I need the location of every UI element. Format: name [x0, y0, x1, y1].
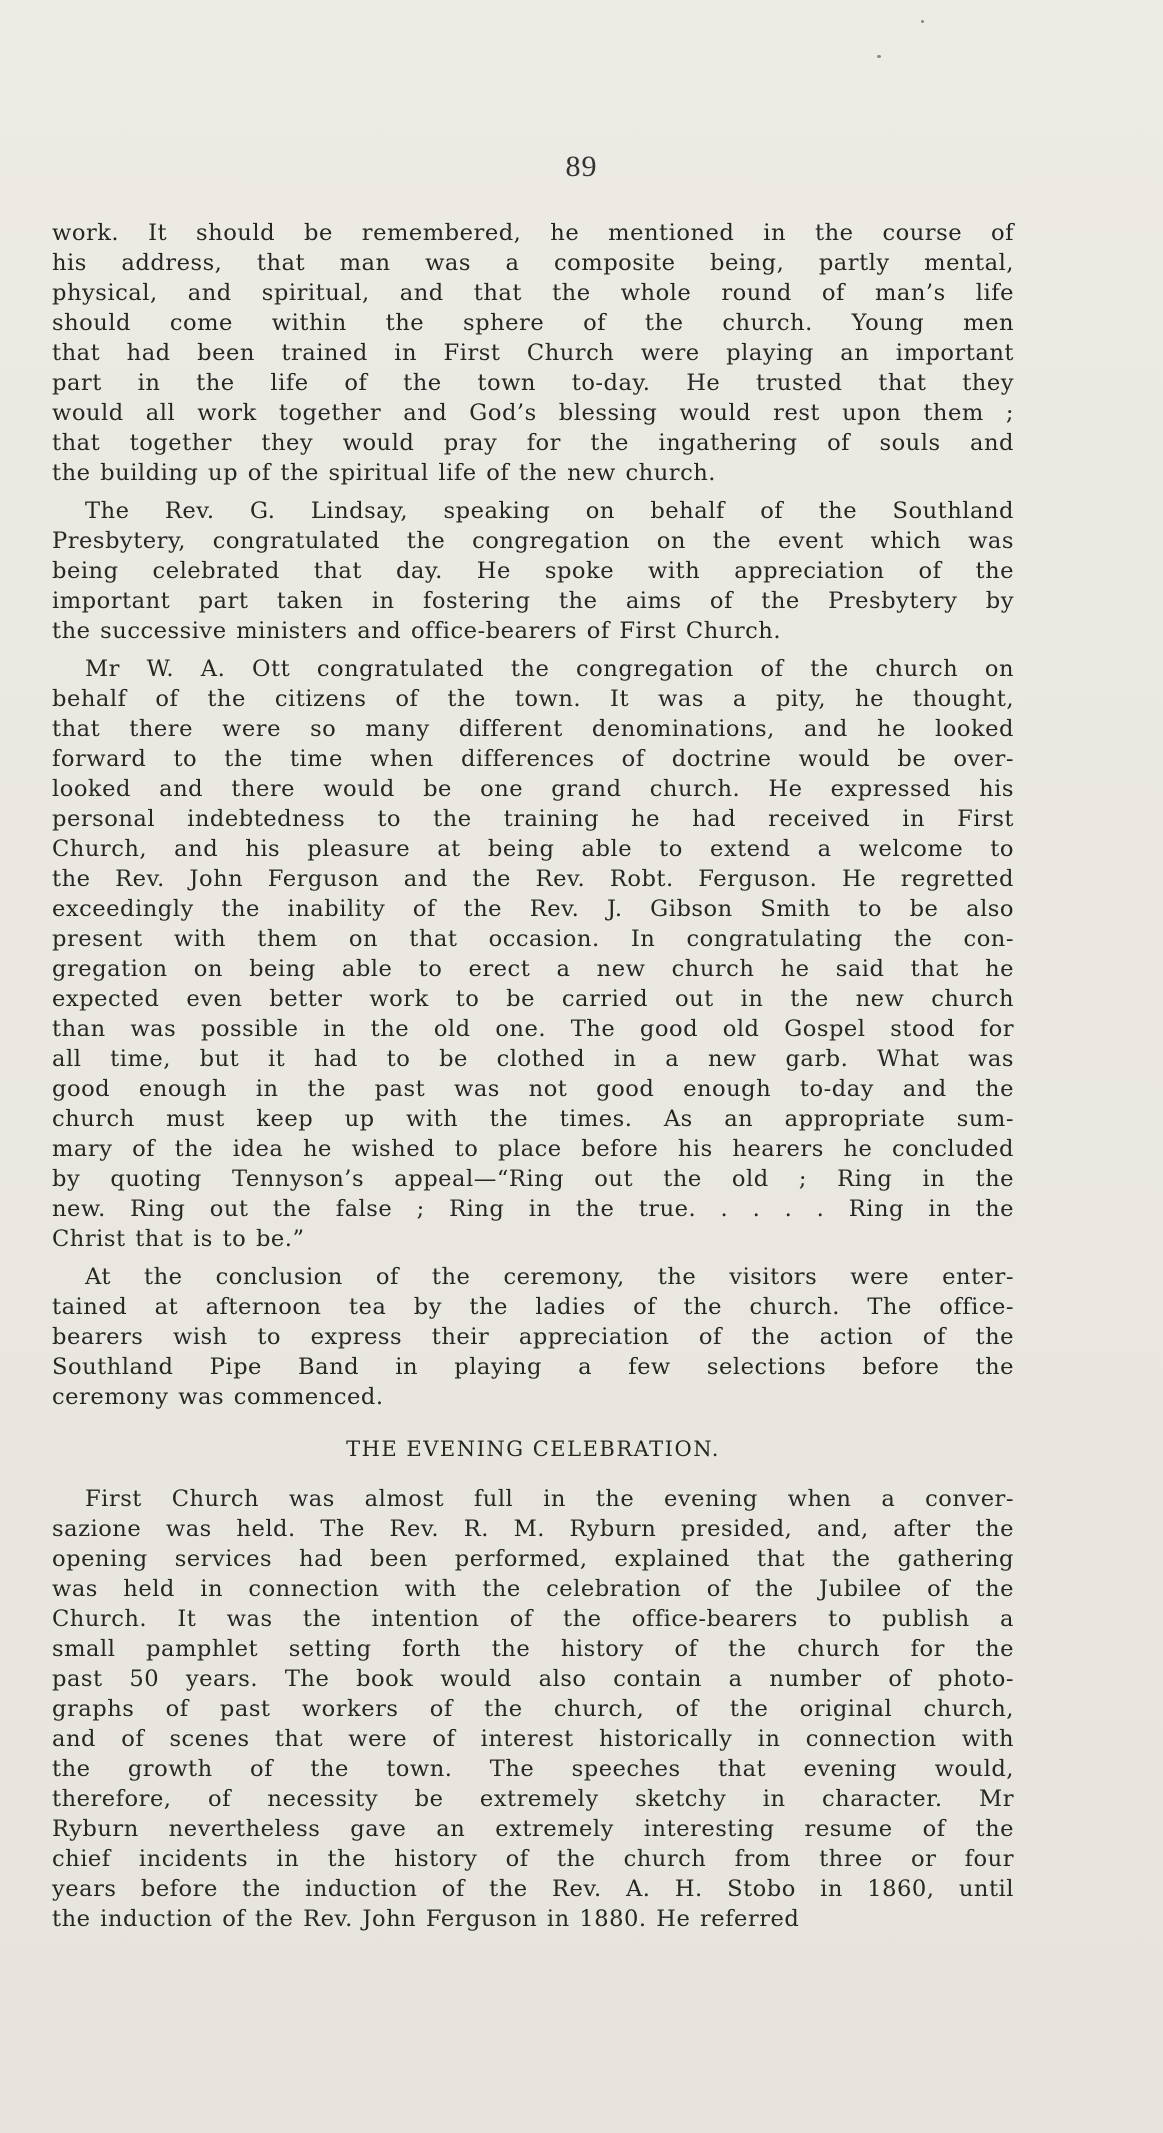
text-line: present with them on that occasion. In congratulating the con- [52, 926, 1014, 952]
text-line: the Rev. John Ferguson and the Rev. Robt. Ferguson. He regretted [52, 866, 1014, 892]
text-line: Christ that is to be.” [52, 1226, 305, 1252]
paragraph [52, 496, 1014, 646]
text-line: would all work together and God’s blessing would rest upon them ; [52, 400, 1014, 426]
text-line: by quoting Tennyson’s appeal—“Ring out the old ; Ring in the [52, 1166, 1014, 1192]
text-line: good enough in the past was not good enough to-day and the [52, 1076, 1014, 1102]
section-heading: THE EVENING CELEBRATION. [346, 1437, 720, 1461]
text-line: his address, that man was a composite being, partly mental, [52, 250, 1014, 276]
text-line: that had been trained in First Church were playing an important [52, 340, 1014, 366]
text-line: gregation on being able to erect a new church he said that he [52, 956, 1014, 982]
text-line: Mr W. A. Ott congratulated the congregation of the church on [85, 656, 1014, 682]
text-line: tained at afternoon tea by the ladies of the church. The office- [52, 1294, 1014, 1320]
text-line: being celebrated that day. He spoke with appreciation of the [52, 558, 1014, 584]
text-line: chief incidents in the history of the church from three or four [52, 1846, 1014, 1872]
text-line: the successive ministers and office-bearers of First Church. [52, 618, 782, 644]
text-line: past 50 years. The book would also contain a number of photo- [52, 1666, 1014, 1692]
text-line: bearers wish to express their appreciation of the action of the [52, 1324, 1014, 1350]
text-line: ceremony was commenced. [52, 1384, 384, 1410]
text-line: behalf of the citizens of the town. It was a pity, he thought, [52, 686, 1014, 712]
text-line: Southland Pipe Band in playing a few selections before the [52, 1354, 1014, 1380]
text-line: opening services had been performed, explained that the gathering [52, 1546, 1014, 1572]
text-line: expected even better work to be carried out in the new church [52, 986, 1014, 1012]
text-line: sazione was held. The Rev. R. M. Ryburn presided, and, after the [52, 1516, 1014, 1542]
text-line: The Rev. G. Lindsay, speaking on behalf of the Southland [85, 498, 1014, 524]
text-line: years before the induction of the Rev. A. H. Stobo in 1860, until [52, 1876, 1014, 1902]
text-line: mary of the idea he wished to place before his hearers he concluded [52, 1136, 1014, 1162]
text-line: that there were so many different denominations, and he looked [52, 716, 1014, 742]
paragraph [52, 1262, 1014, 1412]
text-line: exceedingly the inability of the Rev. J. Gibson Smith to be also [52, 896, 1014, 922]
text-line: therefore, of necessity be extremely sketchy in character. Mr [52, 1786, 1014, 1812]
text-line: physical, and spiritual, and that the whole round of man’s life [52, 280, 1014, 306]
page-number: 89 [565, 150, 598, 183]
evening-paragraph [52, 1484, 1014, 1934]
text-line: Presbytery, congratulated the congregation on the event which was [52, 528, 1014, 554]
text-line: At the conclusion of the ceremony, the visitors were enter- [85, 1264, 1014, 1290]
text-line: small pamphlet setting forth the history of the church for the [52, 1636, 1014, 1662]
text-line: work. It should be remembered, he mentioned in the course of [52, 220, 1014, 246]
text-line: was held in connection with the celebration of the Jubilee of the [52, 1576, 1014, 1602]
text-line: Church. It was the intention of the office-bearers to publish a [52, 1606, 1014, 1632]
text-line: than was possible in the old one. The good old Gospel stood for [52, 1016, 1014, 1042]
text-line: all time, but it had to be clothed in a new garb. What was [52, 1046, 1014, 1072]
text-line: the growth of the town. The speeches that evening would, [52, 1756, 1014, 1782]
text-line: First Church was almost full in the evening when a conver- [85, 1486, 1014, 1512]
text-line: and of scenes that were of interest historically in connection with [52, 1726, 1014, 1752]
text-line: the induction of the Rev. John Ferguson in 1880. He referred [52, 1906, 800, 1932]
text-line: Ryburn nevertheless gave an extremely interesting resume of the [52, 1816, 1014, 1842]
text-line: Church, and his pleasure at being able to extend a welcome to [52, 836, 1014, 862]
paper-speck [921, 20, 924, 23]
paper-speck [877, 55, 881, 58]
text-line: that together they would pray for the ingathering of souls and [52, 430, 1014, 456]
paragraph [52, 654, 1014, 1254]
text-line: personal indebtedness to the training he had received in First [52, 806, 1014, 832]
text-line: the building up of the spiritual life of the new church. [52, 460, 716, 486]
text-line: important part taken in fostering the aims of the Presbytery by [52, 588, 1014, 614]
text-line: new. Ring out the false ; Ring in the true. . . . . Ring in the [52, 1196, 1014, 1222]
text-line: part in the life of the town to-day. He trusted that they [52, 370, 1014, 396]
paragraph-list [52, 218, 1014, 1412]
paragraph [52, 218, 1014, 488]
text-line: graphs of past workers of the church, of the original church, [52, 1696, 1014, 1722]
paragraph [52, 1484, 1014, 1934]
text-line: looked and there would be one grand church. He expressed his [52, 776, 1014, 802]
text-line: should come within the sphere of the church. Young men [52, 310, 1014, 336]
text-line: church must keep up with the times. As an appropriate sum- [52, 1106, 1014, 1132]
text-line: forward to the time when differences of doctrine would be over- [52, 746, 1014, 772]
body-text [52, 218, 1014, 1942]
